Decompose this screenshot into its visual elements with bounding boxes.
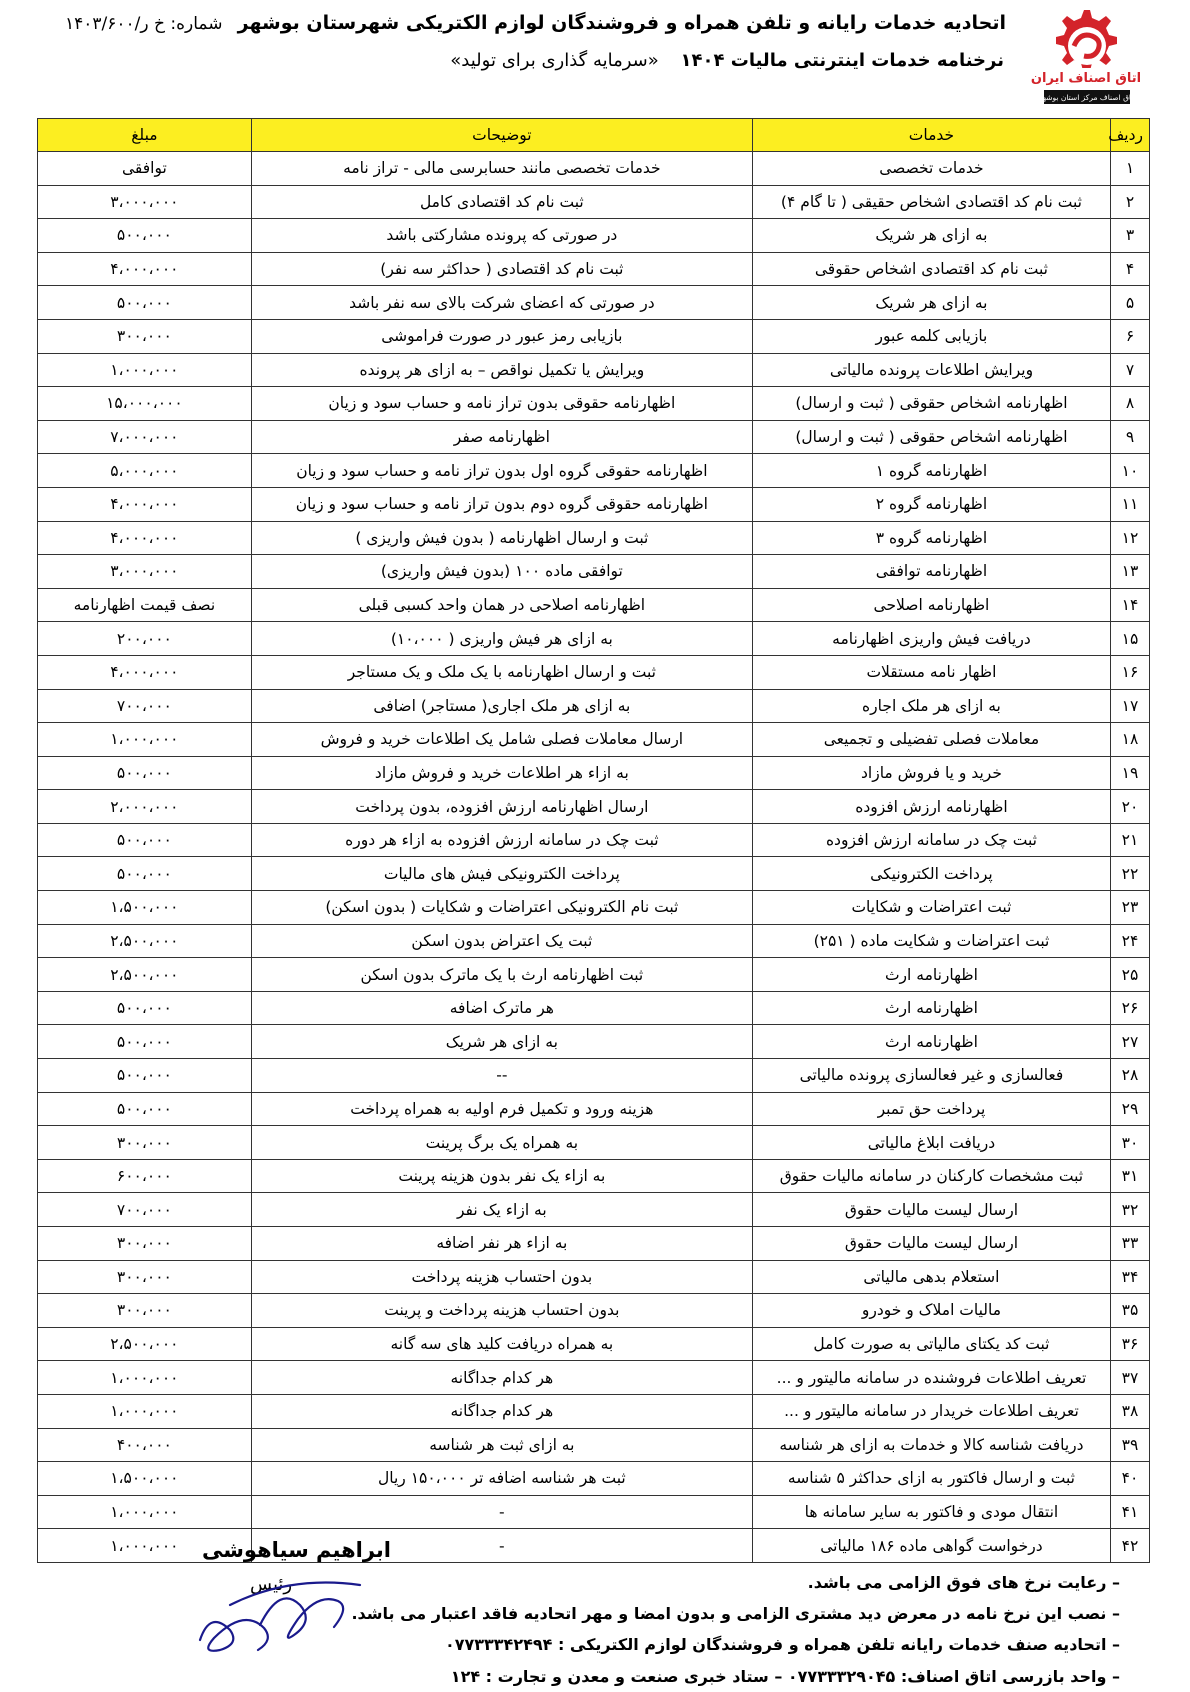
table-row <box>38 1193 1150 1227</box>
table-row <box>38 353 1150 387</box>
description-cell: اظهارنامه صفر <box>251 420 752 454</box>
description-cell: هر کدام جداگانه <box>251 1394 752 1428</box>
service-cell: به ازای هر شریک <box>752 219 1110 253</box>
amount-cell: ۱،۰۰۰،۰۰۰ <box>38 723 252 757</box>
table-row <box>38 1294 1150 1328</box>
amount-cell: ۵۰۰،۰۰۰ <box>38 991 252 1025</box>
table-header-row <box>38 119 1150 152</box>
amount-cell: ۲،۵۰۰،۰۰۰ <box>38 1327 252 1361</box>
table-row <box>38 487 1150 521</box>
description-cell: ثبت و ارسال اظهارنامه با یک ملک و یک مستاجر <box>251 655 752 689</box>
description-cell: بازیابی رمز عبور در صورت فراموشی <box>251 319 752 353</box>
row-index-cell: ۱۰ <box>1110 454 1149 488</box>
row-index-cell: ۱۲ <box>1110 521 1149 555</box>
amount-cell: ۵۰۰،۰۰۰ <box>38 286 252 320</box>
service-cell: اظهارنامه توافقی <box>752 555 1110 589</box>
description-cell: اظهارنامه حقوقی بدون تراز نامه و حساب سود و زیان <box>251 387 752 421</box>
amount-cell: ۴،۰۰۰،۰۰۰ <box>38 252 252 286</box>
description-cell: ویرایش یا تکمیل نواقص – به ازای هر پرونده <box>251 353 752 387</box>
row-index-cell: ۱۱ <box>1110 487 1149 521</box>
amount-cell: ۲،۵۰۰،۰۰۰ <box>38 958 252 992</box>
description-cell: در صورتی که اعضای شرکت بالای سه نفر باشد <box>251 286 752 320</box>
amount-cell: ۳۰۰،۰۰۰ <box>38 1227 252 1261</box>
table-row <box>38 723 1150 757</box>
table-row <box>38 1361 1150 1395</box>
table-row <box>38 152 1150 186</box>
guild-chamber-logo <box>1030 6 1142 109</box>
service-cell: دریافت شناسه کالا و خدمات به ازای هر شناسه <box>752 1428 1110 1462</box>
row-index-cell: ۳۶ <box>1110 1327 1149 1361</box>
row-index-cell: ۹ <box>1110 420 1149 454</box>
amount-cell: ۳۰۰،۰۰۰ <box>38 1126 252 1160</box>
row-index-cell: ۳۱ <box>1110 1159 1149 1193</box>
table-row <box>38 555 1150 589</box>
description-cell: هر ماترک اضافه <box>251 991 752 1025</box>
row-index-cell: ۱۹ <box>1110 756 1149 790</box>
row-index-cell: ۸ <box>1110 387 1149 421</box>
amount-cell: ۲،۰۰۰،۰۰۰ <box>38 790 252 824</box>
document-number: شماره: خ ر/۱۴۰۳/۶۰۰ <box>65 14 223 34</box>
table-row <box>38 1462 1150 1496</box>
table-row <box>38 1092 1150 1126</box>
table-row <box>38 319 1150 353</box>
amount-cell: ۱،۰۰۰،۰۰۰ <box>38 1361 252 1395</box>
description-cell: ثبت یک اعتراض بدون اسکن <box>251 924 752 958</box>
description-cell: ارسال معاملات فصلی شامل یک اطلاعات خرید و فروش <box>251 723 752 757</box>
service-cell: ثبت چک در سامانه ارزش افزوده <box>752 823 1110 857</box>
description-cell: ثبت چک در سامانه ارزش افزوده به ازاء هر دوره <box>251 823 752 857</box>
amount-cell: ۵۰۰،۰۰۰ <box>38 857 252 891</box>
row-index-cell: ۲۴ <box>1110 924 1149 958</box>
service-cell: استعلام بدهی مالیاتی <box>752 1260 1110 1294</box>
service-cell: اظهارنامه گروه ۳ <box>752 521 1110 555</box>
row-index-cell: ۴ <box>1110 252 1149 286</box>
table-row <box>38 185 1150 219</box>
row-index-cell: ۲ <box>1110 185 1149 219</box>
row-index-cell: ۳۷ <box>1110 1361 1149 1395</box>
description-cell: بدون احتساب هزینه پرداخت و پرینت <box>251 1294 752 1328</box>
table-row <box>38 924 1150 958</box>
service-cell: به ازای هر شریک <box>752 286 1110 320</box>
row-index-cell: ۴۲ <box>1110 1529 1149 1563</box>
amount-cell: ۴،۰۰۰،۰۰۰ <box>38 521 252 555</box>
service-cell: تعریف اطلاعات خریدار در سامانه مالیتور و ... <box>752 1394 1110 1428</box>
description-cell: به همراه یک برگ پرینت <box>251 1126 752 1160</box>
description-cell: به ازای هر ملک اجاری( مستاجر) اضافی <box>251 689 752 723</box>
amount-cell: ۶۰۰،۰۰۰ <box>38 1159 252 1193</box>
row-index-cell: ۴۰ <box>1110 1462 1149 1496</box>
service-cell: دریافت فیش واریزی اظهارنامه <box>752 622 1110 656</box>
description-cell: اظهارنامه اصلاحی در همان واحد کسبی قبلی <box>251 588 752 622</box>
amount-cell: ۳۰۰،۰۰۰ <box>38 1260 252 1294</box>
amount-cell: ۱،۰۰۰،۰۰۰ <box>38 1529 252 1563</box>
amount-cell: ۵،۰۰۰،۰۰۰ <box>38 454 252 488</box>
row-index-cell: ۲۰ <box>1110 790 1149 824</box>
table-row <box>38 1394 1150 1428</box>
description-cell: ثبت نام الکترونیکی اعتراضات و شکایات ( بدون اسکن) <box>251 891 752 925</box>
row-index-cell: ۲۸ <box>1110 1059 1149 1093</box>
amount-cell: ۵۰۰،۰۰۰ <box>38 219 252 253</box>
description-cell: اظهارنامه حقوقی گروه اول بدون تراز نامه و حساب سود و زیان <box>251 454 752 488</box>
amount-cell: ۱۵،۰۰۰،۰۰۰ <box>38 387 252 421</box>
amount-cell: ۳،۰۰۰،۰۰۰ <box>38 185 252 219</box>
row-index-cell: ۳۴ <box>1110 1260 1149 1294</box>
row-index-cell: ۷ <box>1110 353 1149 387</box>
description-cell: اظهارنامه حقوقی گروه دوم بدون تراز نامه و حساب سود و زیان <box>251 487 752 521</box>
amount-cell: ۵۰۰،۰۰۰ <box>38 1092 252 1126</box>
table-row <box>38 420 1150 454</box>
table-row <box>38 689 1150 723</box>
table-row <box>38 1126 1150 1160</box>
row-index-cell: ۱۶ <box>1110 655 1149 689</box>
service-cell: انتقال مودی و فاکتور به سایر سامانه ها <box>752 1495 1110 1529</box>
description-cell: ثبت اظهارنامه ارث با یک ماترک بدون اسکن <box>251 958 752 992</box>
document-title <box>450 50 1004 71</box>
service-cell: تعریف اطلاعات فروشنده در سامانه مالیتور و ... <box>752 1361 1110 1395</box>
amount-cell: ۱،۵۰۰،۰۰۰ <box>38 891 252 925</box>
rates-table <box>37 118 1150 1563</box>
amount-cell: ۵۰۰،۰۰۰ <box>38 1059 252 1093</box>
service-cell: ارسال لیست مالیات حقوق <box>752 1193 1110 1227</box>
table-row <box>38 790 1150 824</box>
row-index-cell: ۲۶ <box>1110 991 1149 1025</box>
row-index-cell: ۱۷ <box>1110 689 1149 723</box>
row-index-cell: ۱۳ <box>1110 555 1149 589</box>
table-row <box>38 1428 1150 1462</box>
service-cell: ثبت اعتراضات و شکایت ماده ( ۲۵۱) <box>752 924 1110 958</box>
table-row <box>38 219 1150 253</box>
organization-name: اتحادیه خدمات رایانه و تلفن همراه و فروشندگان لوازم الکتریکی شهرستان بوشهر <box>237 12 1006 34</box>
service-cell: اظهارنامه گروه ۲ <box>752 487 1110 521</box>
header-service: خدمات <box>752 119 1110 152</box>
table-row <box>38 857 1150 891</box>
description-cell: - <box>251 1495 752 1529</box>
logo-subtext: اتاق اصناف مرکز استان بوشهر <box>1038 93 1136 102</box>
description-cell: به همراه دریافت کلید های سه گانه <box>251 1327 752 1361</box>
table-row <box>38 1227 1150 1261</box>
signer-role: رئیس <box>250 1574 293 1595</box>
amount-cell: ۴۰۰،۰۰۰ <box>38 1428 252 1462</box>
table-row <box>38 1025 1150 1059</box>
service-cell: اظهارنامه گروه ۱ <box>752 454 1110 488</box>
note-item: – واحد بازرسی اتاق اصناف: ۰۷۷۳۳۳۲۹۰۴۵ – ستاد خبری صنعت و معدن و تجارت : ۱۲۴ <box>450 1666 1120 1686</box>
service-cell: ثبت اعتراضات و شکایات <box>752 891 1110 925</box>
footer-notes <box>351 1567 1120 1692</box>
table-row <box>38 387 1150 421</box>
row-index-cell: ۳۰ <box>1110 1126 1149 1160</box>
description-cell: به ازای هر فیش واریزی ( ۱۰،۰۰۰) <box>251 622 752 656</box>
row-index-cell: ۲۵ <box>1110 958 1149 992</box>
row-index-cell: ۲۱ <box>1110 823 1149 857</box>
amount-cell: نصف قیمت اظهارنامه <box>38 588 252 622</box>
title-text: نرخنامه خدمات اینترنتی مالیات ۱۴۰۴ <box>680 50 1004 71</box>
row-index-cell: ۲۷ <box>1110 1025 1149 1059</box>
note-item: – نصب این نرخ نامه در معرض دید مشتری الزامی و بدون امضا و مهر اتحادیه فاقد اعتبار می باشد. <box>351 1604 1120 1624</box>
description-cell: -- <box>251 1059 752 1093</box>
amount-cell: ۵۰۰،۰۰۰ <box>38 1025 252 1059</box>
amount-cell: ۵۰۰،۰۰۰ <box>38 823 252 857</box>
table-row <box>38 991 1150 1025</box>
amount-cell: ۵۰۰،۰۰۰ <box>38 756 252 790</box>
description-cell: به ازاء یک نفر بدون هزینه پرینت <box>251 1159 752 1193</box>
header-description: توضیحات <box>251 119 752 152</box>
row-index-cell: ۱۵ <box>1110 622 1149 656</box>
table-row <box>38 521 1150 555</box>
row-index-cell: ۳۳ <box>1110 1227 1149 1261</box>
service-cell: ارسال لیست مالیات حقوق <box>752 1227 1110 1261</box>
amount-cell: ۷۰۰،۰۰۰ <box>38 1193 252 1227</box>
description-cell: پرداخت الکترونیکی فیش های مالیات <box>251 857 752 891</box>
description-cell: بدون احتساب هزینه پرداخت <box>251 1260 752 1294</box>
amount-cell: ۱،۰۰۰،۰۰۰ <box>38 353 252 387</box>
amount-cell: ۱،۵۰۰،۰۰۰ <box>38 1462 252 1496</box>
row-index-cell: ۲۲ <box>1110 857 1149 891</box>
row-index-cell: ۳۸ <box>1110 1394 1149 1428</box>
description-cell: - <box>251 1529 752 1563</box>
service-cell: فعالسازی و غیر فعالسازی پرونده مالیاتی <box>752 1059 1110 1093</box>
amount-cell: ۴،۰۰۰،۰۰۰ <box>38 487 252 521</box>
description-cell: به ازاء هر نفر اضافه <box>251 1227 752 1261</box>
description-cell: توافقی ماده ۱۰۰ (بدون فیش واریزی) <box>251 555 752 589</box>
amount-cell: ۷،۰۰۰،۰۰۰ <box>38 420 252 454</box>
amount-cell: ۳،۰۰۰،۰۰۰ <box>38 555 252 589</box>
row-index-cell: ۲۹ <box>1110 1092 1149 1126</box>
title-slogan: «سرمایه گذاری برای تولید» <box>450 50 659 71</box>
service-cell: پرداخت حق تمبر <box>752 1092 1110 1126</box>
table-row <box>38 454 1150 488</box>
description-cell: ثبت نام کد اقتصادی کامل <box>251 185 752 219</box>
service-cell: ویرایش اطلاعات پرونده مالیاتی <box>752 353 1110 387</box>
description-cell: ثبت هر شناسه اضافه تر ۱۵۰،۰۰۰ ریال <box>251 1462 752 1496</box>
description-cell: هر کدام جداگانه <box>251 1361 752 1395</box>
service-cell: دریافت ابلاغ مالیاتی <box>752 1126 1110 1160</box>
service-cell: ثبت نام کد اقتصادی اشخاص حقیقی ( تا گام ۴) <box>752 185 1110 219</box>
amount-cell: توافقی <box>38 152 252 186</box>
table-row <box>38 588 1150 622</box>
service-cell: مالیات املاک و خودرو <box>752 1294 1110 1328</box>
row-index-cell: ۶ <box>1110 319 1149 353</box>
table-row <box>38 1495 1150 1529</box>
table-row <box>38 823 1150 857</box>
service-cell: به ازای هر ملک اجاره <box>752 689 1110 723</box>
table-row <box>38 1260 1150 1294</box>
logo-wordmark: اتاق اصناف ایران <box>1030 71 1142 86</box>
note-item: – رعایت نرخ های فوق الزامی می باشد. <box>807 1573 1120 1592</box>
table-row <box>38 1059 1150 1093</box>
description-cell: ثبت و ارسال اظهارنامه ( بدون فیش واریزی ) <box>251 521 752 555</box>
row-index-cell: ۳ <box>1110 219 1149 253</box>
row-index-cell: ۴۱ <box>1110 1495 1149 1529</box>
amount-cell: ۴،۰۰۰،۰۰۰ <box>38 655 252 689</box>
service-cell: اظهارنامه ارزش افزوده <box>752 790 1110 824</box>
signer-name: ابراهیم سیاهوشی <box>202 1538 391 1562</box>
service-cell: ثبت کد یکتای مالیاتی به صورت کامل <box>752 1327 1110 1361</box>
description-cell: به ازاء یک نفر <box>251 1193 752 1227</box>
table-row <box>38 1159 1150 1193</box>
service-cell: بازیابی کلمه عبور <box>752 319 1110 353</box>
table-row <box>38 1327 1150 1361</box>
table-row <box>38 756 1150 790</box>
amount-cell: ۳۰۰،۰۰۰ <box>38 319 252 353</box>
description-cell: خدمات تخصصی مانند حسابرسی مالی - تراز نامه <box>251 152 752 186</box>
service-cell: اظهارنامه اشخاص حقوقی ( ثبت و ارسال) <box>752 420 1110 454</box>
header-idx: ردیف <box>1110 119 1149 152</box>
amount-cell: ۲،۵۰۰،۰۰۰ <box>38 924 252 958</box>
table-row <box>38 622 1150 656</box>
service-cell: اظهارنامه اصلاحی <box>752 588 1110 622</box>
note-item: – اتحادیه صنف خدمات رایانه تلفن همراه و فروشندگان لوازم الکتریکی : ۰۷۷۳۳۳۴۲۴۹۴ <box>444 1635 1120 1655</box>
table-row <box>38 252 1150 286</box>
row-index-cell: ۱ <box>1110 152 1149 186</box>
description-cell: ارسال اظهارنامه ارزش افزوده، بدون پرداخت <box>251 790 752 824</box>
service-cell: اظهار نامه مستقلات <box>752 655 1110 689</box>
service-cell: اظهارنامه اشخاص حقوقی ( ثبت و ارسال) <box>752 387 1110 421</box>
amount-cell: ۱،۰۰۰،۰۰۰ <box>38 1495 252 1529</box>
service-cell: خدمات تخصصی <box>752 152 1110 186</box>
description-cell: به ازای ثبت هر شناسه <box>251 1428 752 1462</box>
service-cell: ثبت نام کد اقتصادی اشخاص حقوقی <box>752 252 1110 286</box>
service-cell: خرید و یا فروش مازاد <box>752 756 1110 790</box>
service-cell: معاملات فصلی تفضیلی و تجمیعی <box>752 723 1110 757</box>
table-row <box>38 655 1150 689</box>
row-index-cell: ۱۸ <box>1110 723 1149 757</box>
description-cell: هزینه ورود و تکمیل فرم اولیه به همراه پرداخت <box>251 1092 752 1126</box>
table-row <box>38 286 1150 320</box>
service-cell: ثبت مشخصات کارکنان در سامانه مالیات حقوق <box>752 1159 1110 1193</box>
description-cell: در صورتی که پرونده مشارکتی باشد <box>251 219 752 253</box>
service-cell: اظهارنامه ارث <box>752 991 1110 1025</box>
row-index-cell: ۳۵ <box>1110 1294 1149 1328</box>
service-cell: پرداخت الکترونیکی <box>752 857 1110 891</box>
row-index-cell: ۳۹ <box>1110 1428 1149 1462</box>
amount-cell: ۱،۰۰۰،۰۰۰ <box>38 1394 252 1428</box>
service-cell: اظهارنامه ارث <box>752 1025 1110 1059</box>
row-index-cell: ۳۲ <box>1110 1193 1149 1227</box>
amount-cell: ۲۰۰،۰۰۰ <box>38 622 252 656</box>
row-index-cell: ۱۴ <box>1110 588 1149 622</box>
row-index-cell: ۵ <box>1110 286 1149 320</box>
description-cell: به ازاء هر اطلاعات خرید و فروش مازاد <box>251 756 752 790</box>
service-cell: ثبت و ارسال فاکتور به ازای حداکثر ۵ شناسه <box>752 1462 1110 1496</box>
service-cell: اظهارنامه ارث <box>752 958 1110 992</box>
description-cell: به ازای هر شریک <box>251 1025 752 1059</box>
table-row <box>38 958 1150 992</box>
row-index-cell: ۲۳ <box>1110 891 1149 925</box>
amount-cell: ۳۰۰،۰۰۰ <box>38 1294 252 1328</box>
description-cell: ثبت نام کد اقتصادی ( حداکثر سه نفر) <box>251 252 752 286</box>
header-amount: مبلغ <box>38 119 252 152</box>
amount-cell: ۷۰۰،۰۰۰ <box>38 689 252 723</box>
service-cell: درخواست گواهی ماده ۱۸۶ مالیاتی <box>752 1529 1110 1563</box>
table-row <box>38 891 1150 925</box>
